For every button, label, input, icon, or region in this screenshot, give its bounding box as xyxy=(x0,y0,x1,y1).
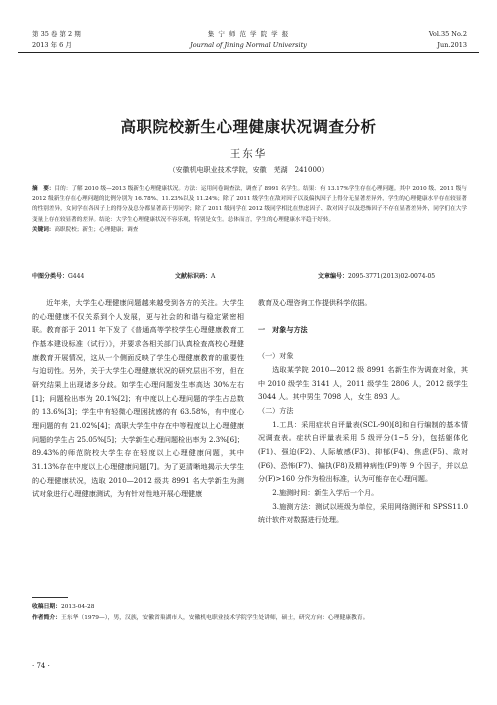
intro-continuation: 教育及心理咨询工作提供科学依据。 xyxy=(258,298,372,307)
abstract-text: 目的：了解 2010 级—2013 级新生心理健康状况。方法：运用问卷调查法，调查了 8991 名学生。结果：有 13.17%学生存在心理问题。其中 2010 级、2011 级与 2012 级新生存在心理问题的比例分别为 16.78%、11.23%以及 11.24%；除了 2011 级学生在敌对因子以及偏执因子上得分无显著差异外，学生的心理健康水平存在较显著的性别差异，女同学在各因子上的得分及总分都显著高于男同学；除了 2011 级同学在 2012 级同学相比在焦虑因子、敌对因子以及恐怖因子不存在显著差异外，同学们在大学变量上存在较显著的差异。结论：大学生心理健康状况不容乐观，特别是女生。总体而言，学生的心理健康水平趋于好转。 xyxy=(32,186,467,223)
author-name: 王东华 xyxy=(229,148,268,160)
abstract xyxy=(32,184,467,235)
journal-title-en: Journal of Jining Normal University xyxy=(190,41,307,49)
received-date: 收稿日期：2013-04-28 xyxy=(32,604,95,610)
subheading-subjects: （一）对象 xyxy=(258,351,294,361)
method-time: 2.施测时间：新生入学后一个月。 xyxy=(272,487,379,497)
author-affiliation: （安徽机电职业技术学院，安徽 芜湖 241000） xyxy=(168,166,329,174)
date-cn: 2013 年 6 月 xyxy=(32,41,72,49)
article-title: 高职院校新生心理健康状况调查分析 xyxy=(120,118,377,136)
body-right-column xyxy=(258,296,468,527)
keywords: 高职院校；新生；心理健康；调查 xyxy=(54,226,139,233)
journal-title-cn: 集 宁 师 范 学 院 学 报 xyxy=(207,30,290,38)
section-heading-methods: 一 对象与方法 xyxy=(258,324,308,334)
method-procedure: 3.施测方法：测试以班级为单位，采用网络测评和 SPSS11.0 统计软件对数据进行处理。 xyxy=(258,501,468,525)
article-number: 文章编号：2095-3771(2013)02-0074-05 xyxy=(318,273,436,280)
abstract-label: 摘 要： xyxy=(32,186,55,192)
volume-issue-en: Vol.35 No.2 xyxy=(428,30,467,38)
body-left-column xyxy=(32,296,244,501)
volume-issue-cn: 第 35 卷 第 2 期 xyxy=(32,30,81,38)
method-instrument: 1.工具：采用症状自评量表(SCL-90)[8]和自行编制的基本情况调查表。症状自评量表采用 5 级评分(1~5 分)，包括躯体化(F1)、强迫(F2)、人际敏感(F3)、抑郁(F4)、焦虑(F5)、敌对(F6)、恐怖(F7)、偏执(F8)及精神病性(F9)等 9 个因子，并以总分(F)>160 分作为检出标准，认为可能存在心理问题。 xyxy=(258,419,468,484)
date-en: Jun.2013 xyxy=(437,41,467,49)
subheading-methods: （二）方法 xyxy=(258,405,294,415)
header-rule xyxy=(18,52,479,53)
footnote-rule xyxy=(32,597,68,598)
subjects-text: 选取某学院 2010—2012 级 8991 名新生作为调查对象，其中 2010 级学生 3141 人，2011 级学生 2806 人，2012 级学生 3044 人。其中男生 7098 人，女生 893 人。 xyxy=(258,364,468,402)
keywords-label: 关键词： xyxy=(32,226,55,233)
intro-paragraph: 近年来，大学生心理健康问题越来越受到各方的关注。大学生的心理健康不仅关系到个人发展，更与社会的和谐与稳定紧密相联。教育部于 2011 年下发了《普通高等学校学生心理健康教育工作基本建设标准（试行）》，并要求各相关部门认真检查高校心理健康教育开展情况，这从一个侧面反映了学生心理健康教育的重要性与迫切性。另外，关于大学生心理健康状况的研究层出不穷，但在研究结果上出现诸多分歧。如学生心理问题发生率高达 30%左右[1]；问题检出率为 20.1%[2]；有中度以上心理问题的学生占总数的 13.6%[3]；学生中有轻微心理困扰感的有 63.58%，有中度心理问题的有 21.02%[4]；高职大学生中存在中等程度以上心理健康问题的学生占 25.05%[5]；大学新生心理问题检出率为 2.3%[6]；89.43%的师范院校大学生存在轻度以上心理健康问题，其中 31.13%存在中度以上心理健康问题[7]。为了更清晰地揭示大学生的心理健康状况，选取 2010—2012 级共 8991 名大学新生为测试对象进行心理健康测试，为有针对性地开展心理健康 xyxy=(32,298,244,499)
author-bio: 作者简介：王东华（1979—），男，汉族，安徽省巢湖市人，安徽机电职业技术学院学生处讲师，硕士，研究方向：心理健康教育。 xyxy=(32,615,369,621)
document-code: 文献标识码：A xyxy=(175,273,216,280)
clc-number: 中图分类号：G444 xyxy=(32,273,85,280)
page-number: · 74 · xyxy=(32,662,50,670)
